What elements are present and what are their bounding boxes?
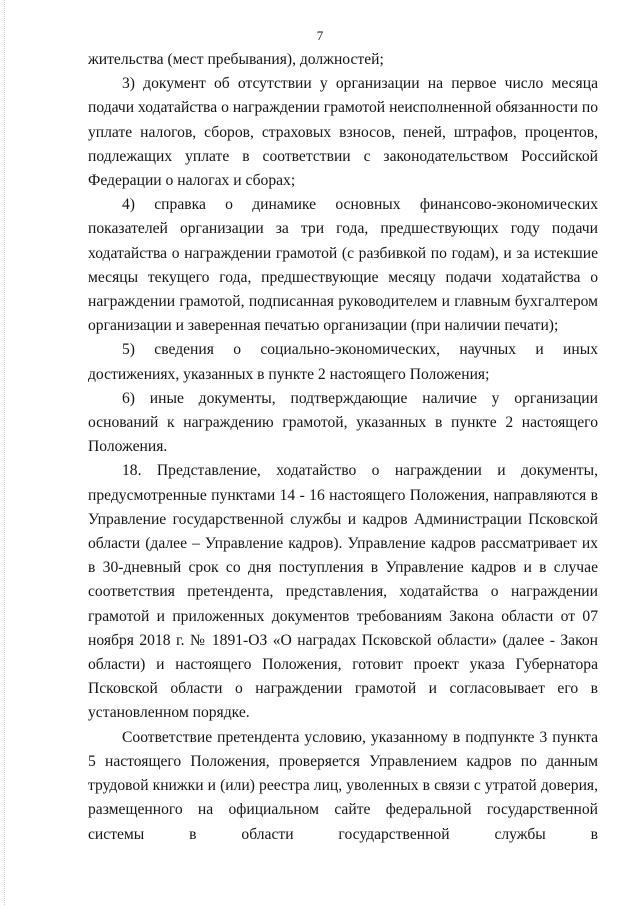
- paragraph-item-5: 5) сведения о социально-экономических, научных и иных достижениях, указанных в пункте 2 настоящего Положения;: [88, 341, 598, 383]
- paragraph-item-4: 4) справка о динамике основных финансово-экономических показателей организации за три года, предшествующих году подачи ходатайства о награждении грамотой (с разбивкой по годам), и за истекшие месяцы текущего года, предшествующие месяцу подачи ходатайства о награждении грамотой, подписанная руководителем и главным бухгалтером организации и заверенная печатью организации (при наличии печати);: [88, 196, 598, 335]
- page-number: 7: [316, 28, 324, 43]
- paragraph-item-6: 6) иные документы, подтверждающие наличие у организации оснований к награждению грамотой, указанных в пункте 2 настоящего Положения.: [88, 389, 598, 456]
- paragraph-item-3: 3) документ об отсутствии у организации на первое число месяца подачи ходатайства о награждении грамотой неисполненной обязанности по уплате налогов, сборов, страховых взносов, пеней, штрафов, процентов, подлежащих уплате в соответствии с законодательством Российской Федерации о налогах и сборах;: [88, 75, 598, 190]
- paragraph-section-18: 18. Представление, ходатайство о награждении и документы, предусмотренные пунктами 14 - 16 настоящего Положения, направляются в Управление государственной службы и кадров Администрации Псковской области (далее – Управление кадров). Управление кадров рассматривает их в 30-дневный срок со дня поступления в Управление кадров и в случае соответствия претендента, представления, ходатайства о награждении грамотой и приложенных документов требованиям Закона области от 07 ноября 2018 г. № 1891-ОЗ «О наградах Псковской области» (далее - Закон области) и настоящего Положения, готовит проект указа Губернатора Псковской области о награждении грамотой и согласовывает его в установленном порядке.: [88, 462, 598, 722]
- paragraph-continuation: жительства (мест пребывания), должностей;: [88, 51, 384, 68]
- document-body: [88, 48, 598, 847]
- paragraph-eligibility-check: Соответствие претендента условию, указанному в подпункте 3 пункта 5 настоящего Положения, проверяется Управлением кадров по данным трудовой книжки и (или) реестра лиц, уволенных в связи с утратой доверия, размещенного на официальном сайте федеральной государственной системы в области государственной службы в: [88, 728, 598, 843]
- scan-edge: [4, 0, 6, 905]
